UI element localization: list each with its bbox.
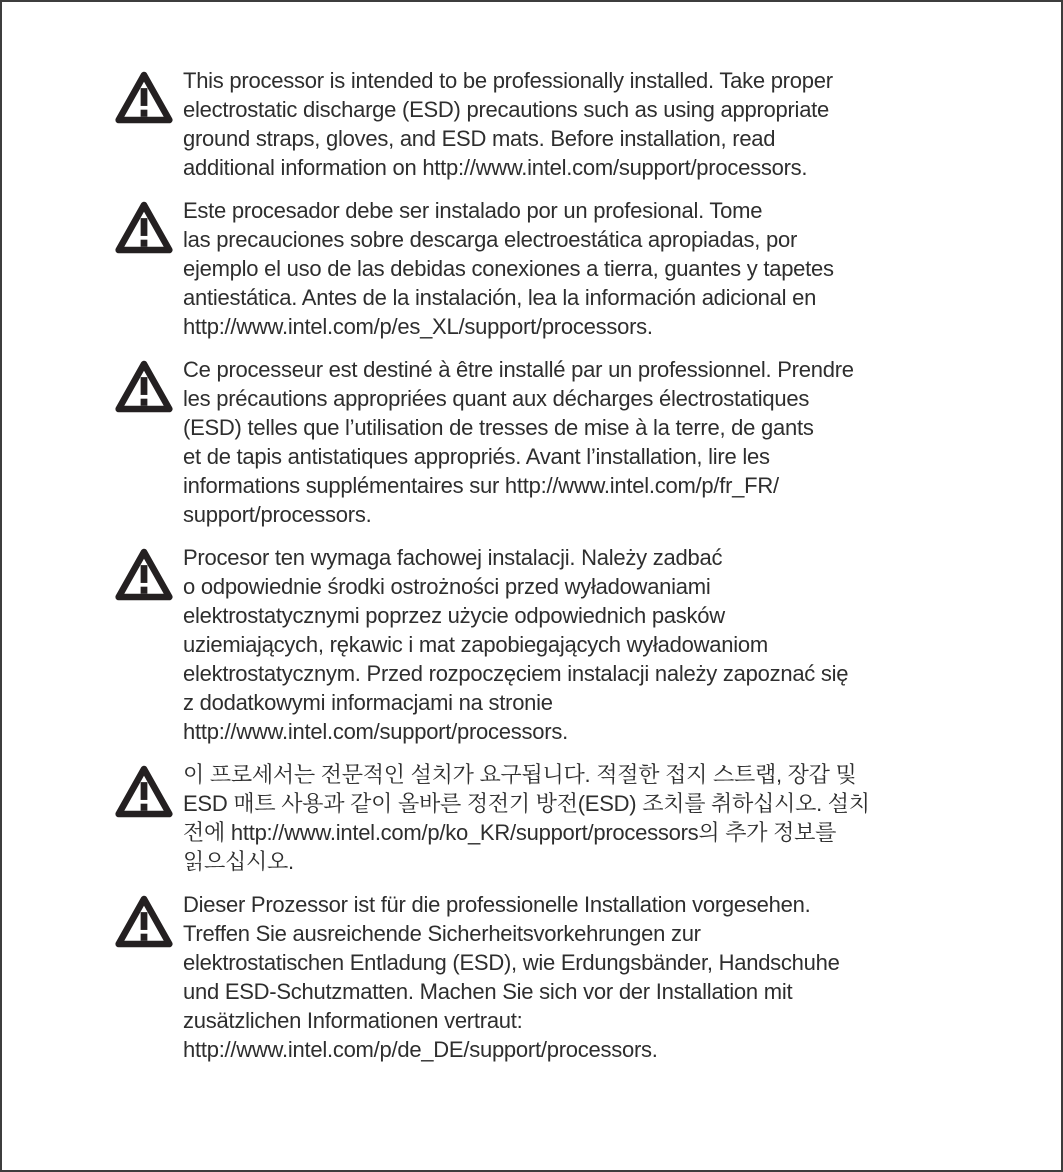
warning-triangle-icon — [114, 890, 178, 949]
warning-notice-polish — [114, 543, 1031, 746]
notice-text — [183, 890, 840, 1064]
notice-line: http://www.intel.com/support/processors. — [183, 719, 568, 744]
notice-line: et de tapis antistatiques appropriés. Avant l’installation, lire les — [183, 444, 770, 469]
warning-notice-german — [114, 890, 1031, 1064]
warning-notice-korean — [114, 760, 1031, 876]
notice-line: elektrostatischen Entladung (ESD), wie Erdungsbänder, Handschuhe — [183, 950, 840, 975]
notice-line: antiestática. Antes de la instalación, lea la información adicional en — [183, 285, 817, 310]
notice-text — [183, 66, 833, 182]
notice-line: electrostatic discharge (ESD) precautions such as using appropriate — [183, 97, 830, 122]
notice-line: Procesor ten wymaga fachowej instalacji. Należy zadbać — [183, 545, 723, 570]
notice-line: z dodatkowymi informacjami na stronie — [183, 690, 553, 715]
warning-notice-english — [114, 66, 1031, 182]
notice-line: ejemplo el uso de las debidas conexiones a tierra, guantes y tapetes — [183, 256, 834, 281]
notice-line: support/processors. — [183, 502, 372, 527]
notice-line: o odpowiednie środki ostrożności przed wyładowaniami — [183, 574, 711, 599]
notice-line: Este procesador debe ser instalado por un profesional. Tome — [183, 198, 763, 223]
notice-line: Ce processeur est destiné à être installé par un professionnel. Prendre — [183, 357, 854, 382]
warning-triangle-icon — [114, 196, 178, 255]
warning-notice-french — [114, 355, 1031, 529]
warning-triangle-icon — [114, 760, 178, 819]
warning-triangle-icon — [114, 66, 178, 125]
notice-text — [183, 760, 870, 876]
warning-notice-spanish — [114, 196, 1031, 341]
notice-line: elektrostatycznymi poprzez użycie odpowiednich pasków — [183, 603, 725, 628]
notice-line: informations supplémentaires sur http://www.intel.com/p/fr_FR/ — [183, 473, 779, 498]
notice-line: (ESD) telles que l’utilisation de tresses de mise à la terre, de gants — [183, 415, 814, 440]
notice-line: http://www.intel.com/p/es_XL/support/processors. — [183, 314, 653, 339]
notice-line: elektrostatycznym. Przed rozpoczęciem instalacji należy zapoznać się — [183, 661, 849, 686]
notice-line: This processor is intended to be professionally installed. Take proper — [183, 68, 833, 93]
notice-line: 이 프로세서는 전문적인 설치가 요구됩니다. 적절한 접지 스트랩, 장갑 및 — [183, 762, 857, 787]
notice-line: zusätzlichen Informationen vertraut: — [183, 1008, 523, 1033]
notice-line: ground straps, gloves, and ESD mats. Before installation, read — [183, 126, 776, 151]
notice-line: Dieser Prozessor ist für die professionelle Installation vorgesehen. — [183, 892, 811, 917]
notice-text — [183, 196, 834, 341]
notice-line: las precauciones sobre descarga electroestática apropiadas, por — [183, 227, 798, 252]
notice-line: 읽으십시오. — [183, 849, 294, 874]
notice-line: http://www.intel.com/p/de_DE/support/processors. — [183, 1037, 658, 1062]
warning-triangle-icon — [114, 355, 178, 414]
notice-line: ESD 매트 사용과 같이 올바른 정전기 방전(ESD) 조치를 취하십시오. 설치 — [183, 791, 870, 816]
notice-line: uziemiających, rękawic i mat zapobiegających wyładowaniom — [183, 632, 768, 657]
notice-line: 전에 http://www.intel.com/p/ko_KR/support/processors의 추가 정보를 — [183, 820, 837, 845]
notice-text — [183, 355, 854, 529]
warning-triangle-icon — [114, 543, 178, 602]
notice-line: und ESD-Schutzmatten. Machen Sie sich vor der Installation mit — [183, 979, 793, 1004]
notice-line: Treffen Sie ausreichende Sicherheitsvorkehrungen zur — [183, 921, 701, 946]
notice-line: additional information on http://www.intel.com/support/processors. — [183, 155, 808, 180]
notice-text — [183, 543, 848, 746]
notice-line: les précautions appropriées quant aux décharges électrostatiques — [183, 386, 810, 411]
